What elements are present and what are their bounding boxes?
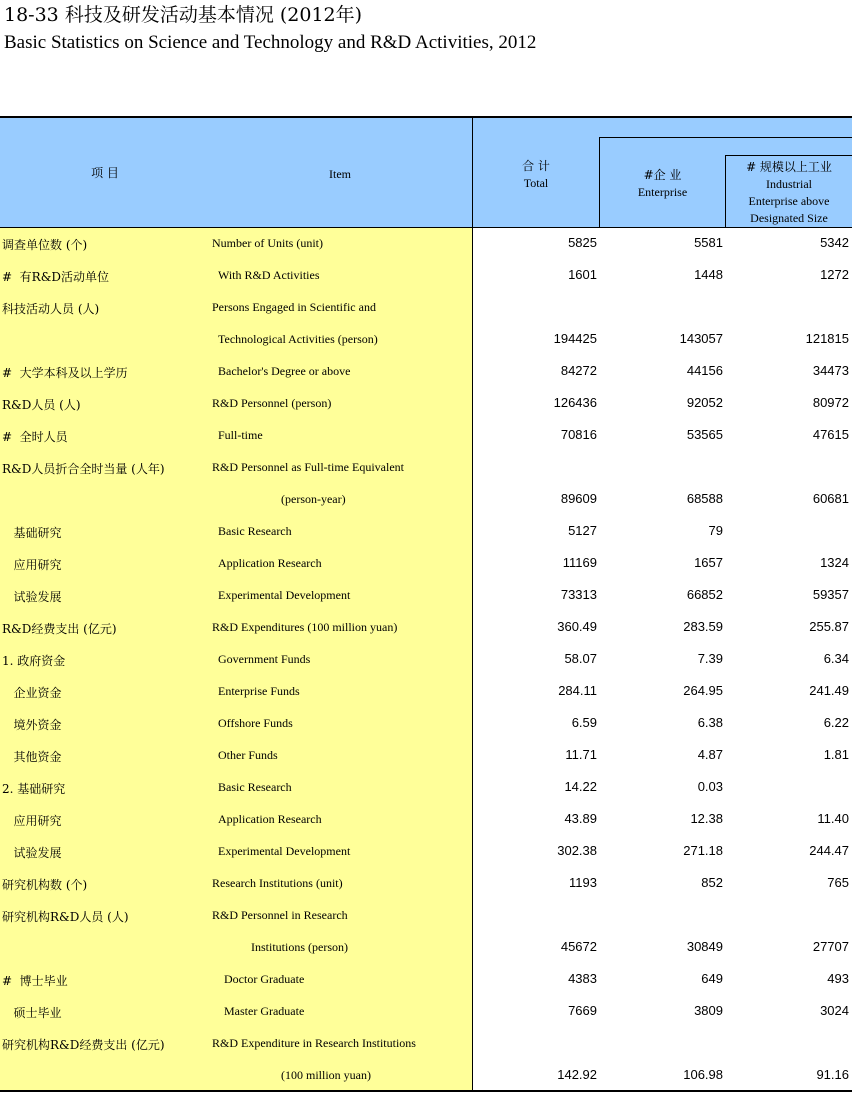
header-industrial-en-2: Enterprise above — [748, 194, 830, 208]
row-label-zh: 研究机构数 (个) — [2, 878, 88, 892]
row-label-zh: R&D经费支出 (亿元) — [2, 622, 117, 636]
table-row — [0, 933, 852, 965]
table-row — [0, 581, 852, 613]
value-enterprise: 79 — [708, 523, 723, 538]
table-row — [0, 261, 852, 293]
value-industrial: 59357 — [812, 587, 849, 602]
header-divider-horizontal — [599, 137, 852, 138]
value-total: 73313 — [560, 587, 597, 602]
row-label-zh: R&D人员折合全时当量 (人年) — [2, 462, 165, 476]
row-label-zh: # 大学本科及以上学历 — [2, 366, 128, 380]
value-industrial: 121815 — [805, 331, 849, 346]
table-row — [0, 325, 852, 357]
row-label-en: Government Funds — [218, 652, 311, 666]
table-row — [0, 773, 852, 805]
row-label-zh: 试验发展 — [2, 846, 62, 860]
value-total: 89609 — [560, 491, 597, 506]
row-label-en: Basic Research — [218, 524, 292, 538]
table-row — [0, 1029, 852, 1061]
row-label-zh: 应用研究 — [2, 558, 62, 572]
value-total: 5127 — [568, 523, 597, 538]
row-label-en: Experimental Development — [218, 588, 351, 602]
value-enterprise: 7.39 — [697, 651, 723, 666]
row-label-zh: 研究机构R&D人员 (人) — [2, 910, 129, 924]
row-label-en: R&D Personnel (person) — [212, 396, 332, 410]
row-label-en: Number of Units (unit) — [212, 236, 323, 250]
header-industrial-en-1: Industrial — [766, 177, 812, 191]
value-industrial: 255.87 — [809, 619, 849, 634]
row-label-zh: 境外资金 — [2, 718, 62, 732]
value-total: 194425 — [553, 331, 597, 346]
value-industrial: 47615 — [812, 427, 849, 442]
value-total: 142.92 — [557, 1067, 597, 1082]
row-label-en: Application Research — [218, 812, 322, 826]
value-industrial: 241.49 — [809, 683, 849, 698]
row-label-en: Application Research — [218, 556, 322, 570]
value-enterprise: 44156 — [686, 363, 723, 378]
value-total: 14.22 — [564, 779, 597, 794]
header-total-zh: 合 计 — [522, 159, 550, 173]
value-enterprise: 4.87 — [697, 747, 723, 762]
value-industrial: 1324 — [820, 555, 849, 570]
value-enterprise: 283.59 — [683, 619, 723, 634]
header-item-zh: 项 目 — [91, 166, 119, 180]
value-enterprise: 3809 — [694, 1003, 723, 1018]
value-enterprise: 6.38 — [697, 715, 723, 730]
table-row — [0, 613, 852, 645]
table-row — [0, 421, 852, 453]
value-total: 11.71 — [565, 747, 597, 762]
row-label-en: (100 million yuan) — [281, 1068, 371, 1082]
value-total: 58.07 — [564, 651, 597, 666]
table-header — [0, 116, 852, 228]
row-label-en: Bachelor's Degree or above — [218, 364, 351, 378]
value-industrial: 3024 — [820, 1003, 849, 1018]
value-enterprise: 5581 — [694, 235, 723, 250]
row-label-zh: 硕士毕业 — [2, 1006, 62, 1020]
row-label-zh: 基础研究 — [2, 526, 62, 540]
value-total: 6.59 — [571, 715, 597, 730]
header-total-en: Total — [523, 176, 549, 190]
value-industrial: 60681 — [812, 491, 849, 506]
row-label-zh: 企业资金 — [2, 686, 62, 700]
header-enterprise-en: Enterprise — [637, 185, 688, 199]
row-label-en: R&D Personnel in Research — [212, 908, 348, 922]
table-row — [0, 901, 852, 933]
page-title-english: Basic Statistics on Science and Technology and R&D Activities, 2012 — [4, 32, 537, 53]
table-row — [0, 1061, 852, 1093]
value-total: 43.89 — [564, 811, 597, 826]
value-enterprise: 264.95 — [683, 683, 723, 698]
table-row — [0, 453, 852, 485]
table-row — [0, 229, 852, 261]
value-industrial: 244.47 — [809, 843, 849, 858]
value-enterprise: 106.98 — [683, 1067, 723, 1082]
header-item-en: Item — [329, 167, 351, 181]
value-total: 1601 — [568, 267, 597, 282]
row-label-en: With R&D Activities — [218, 268, 320, 282]
value-industrial: 5342 — [820, 235, 849, 250]
value-industrial: 1272 — [820, 267, 849, 282]
row-label-en: Other Funds — [218, 748, 278, 762]
value-enterprise: 1448 — [694, 267, 723, 282]
row-label-en: R&D Expenditures (100 million yuan) — [212, 620, 398, 634]
value-enterprise: 1657 — [694, 555, 723, 570]
row-label-zh: 2. 基础研究 — [2, 782, 66, 796]
value-industrial: 34473 — [812, 363, 849, 378]
value-industrial: 765 — [827, 875, 849, 890]
row-label-zh: # 全时人员 — [2, 430, 68, 444]
value-total: 126436 — [553, 395, 597, 410]
value-total: 360.49 — [557, 619, 597, 634]
row-label-zh: R&D人员 (人) — [2, 398, 81, 412]
table-row — [0, 997, 852, 1029]
header-divider-horizontal-2 — [725, 155, 852, 156]
value-enterprise: 66852 — [686, 587, 723, 602]
value-total: 70816 — [560, 427, 597, 442]
value-total: 302.38 — [557, 843, 597, 858]
value-enterprise: 53565 — [686, 427, 723, 442]
value-total: 11169 — [562, 555, 597, 570]
value-industrial: 80972 — [812, 395, 849, 410]
table-row — [0, 645, 852, 677]
table-row — [0, 389, 852, 421]
row-label-zh: 研究机构R&D经费支出 (亿元) — [2, 1038, 165, 1052]
row-label-en: Full-time — [218, 428, 263, 442]
row-label-en: (person-year) — [281, 492, 346, 506]
row-label-en: Offshore Funds — [218, 716, 293, 730]
table-row — [0, 805, 852, 837]
table-row — [0, 869, 852, 901]
value-industrial: 493 — [827, 971, 849, 986]
value-total: 4383 — [568, 971, 597, 986]
table-row — [0, 517, 852, 549]
row-label-en: Institutions (person) — [251, 940, 348, 954]
header-industrial-zh: # 规模以上工业 — [746, 160, 832, 174]
table-bottom-border — [0, 1090, 852, 1092]
value-total: 84272 — [560, 363, 597, 378]
row-label-zh: # 有R&D活动单位 — [2, 270, 110, 284]
value-industrial: 6.22 — [823, 715, 849, 730]
table-row — [0, 741, 852, 773]
row-label-en: Experimental Development — [218, 844, 351, 858]
value-total: 284.11 — [558, 683, 597, 698]
value-industrial: 91.16 — [816, 1067, 849, 1082]
row-label-zh: # 博士毕业 — [2, 974, 68, 988]
table-row — [0, 293, 852, 325]
value-total: 5825 — [568, 235, 597, 250]
value-enterprise: 68588 — [686, 491, 723, 506]
table-row — [0, 965, 852, 997]
row-label-en: Enterprise Funds — [218, 684, 300, 698]
row-label-en: Research Institutions (unit) — [212, 876, 343, 890]
row-label-zh: 调查单位数 (个) — [2, 238, 88, 252]
table-row — [0, 709, 852, 741]
value-enterprise: 92052 — [686, 395, 723, 410]
value-enterprise: 649 — [701, 971, 723, 986]
value-enterprise: 0.03 — [697, 779, 723, 794]
value-enterprise: 143057 — [679, 331, 723, 346]
header-enterprise-zh: #企 业 — [643, 168, 682, 182]
row-label-zh: 其他资金 — [2, 750, 62, 764]
value-enterprise: 852 — [701, 875, 723, 890]
value-total: 45672 — [560, 939, 597, 954]
table-row — [0, 677, 852, 709]
value-industrial: 1.81 — [823, 747, 849, 762]
row-label-zh: 试验发展 — [2, 590, 62, 604]
header-industrial-en-3: Designated Size — [750, 211, 828, 225]
table-row — [0, 485, 852, 517]
row-label-en: Technological Activities (person) — [218, 332, 378, 346]
value-total: 7669 — [568, 1003, 597, 1018]
table-row — [0, 837, 852, 869]
row-label-en: R&D Personnel as Full-time Equivalent — [212, 460, 404, 474]
table-row — [0, 357, 852, 389]
value-industrial: 27707 — [812, 939, 849, 954]
value-industrial: 6.34 — [823, 651, 849, 666]
value-total: 1193 — [569, 875, 597, 890]
row-label-en: Persons Engaged in Scientific and — [212, 300, 376, 314]
row-label-zh: 1. 政府资金 — [2, 654, 66, 668]
value-enterprise: 271.18 — [683, 843, 723, 858]
row-label-zh: 应用研究 — [2, 814, 62, 828]
row-label-en: Basic Research — [218, 780, 292, 794]
page-title-chinese: 18-33 科技及研发活动基本情况 (2012年) — [4, 4, 363, 26]
row-label-en: Master Graduate — [224, 1004, 305, 1018]
row-label-zh: 科技活动人员 (人) — [2, 302, 100, 316]
value-enterprise: 12.38 — [690, 811, 723, 826]
value-enterprise: 30849 — [686, 939, 723, 954]
row-label-en: R&D Expenditure in Research Institutions — [212, 1036, 416, 1050]
row-label-en: Doctor Graduate — [224, 972, 305, 986]
table-row — [0, 549, 852, 581]
value-industrial: 11.40 — [817, 811, 849, 826]
